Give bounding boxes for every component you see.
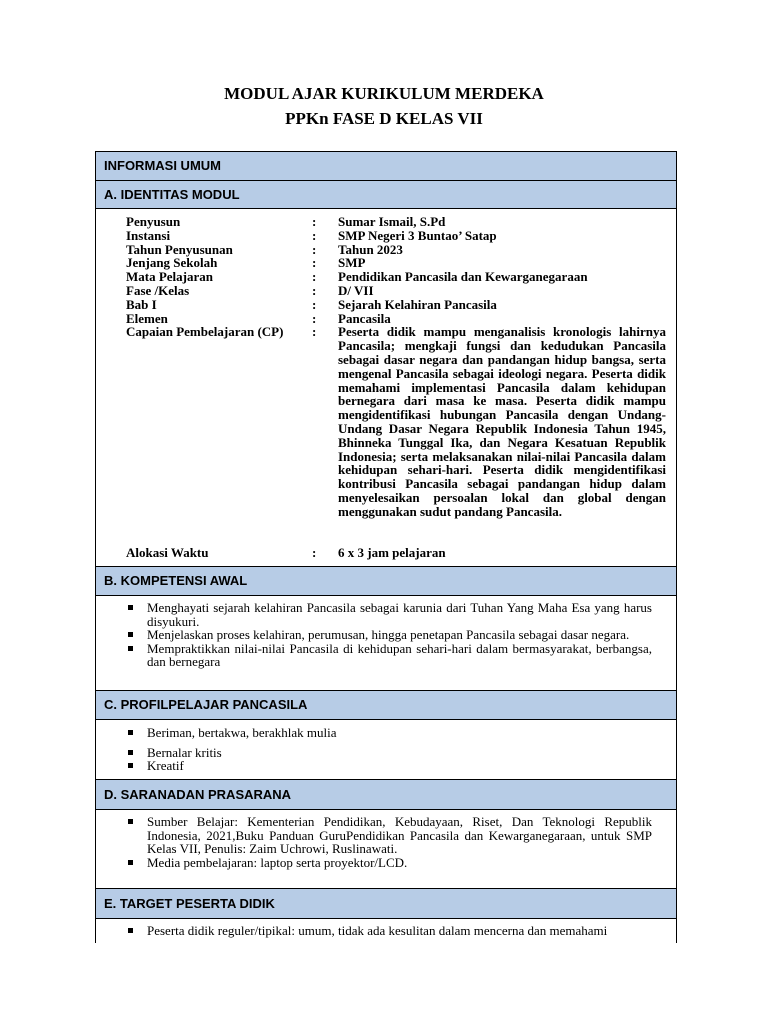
identitas-key: Instansi — [126, 227, 171, 243]
identitas-colon: : — [312, 255, 317, 271]
alokasi-colon: : — [312, 545, 317, 560]
list-item: Bernalar kritis — [124, 746, 652, 760]
identitas-value: Pendidikan Pancasila dan Kewarganegaraan — [338, 269, 588, 285]
capaian-pembelajaran-text: Peserta didik mampu menganalisis kronologis lahirnya Pancasila; mengkaji fungsi dan kedudukan Pancasila sebagai dasar negara dan pandangan hidup bangsa, serta mengenal Pancasila sebagai ideologi negara. Peserta didik memahami implementasi Pancasila dalam kehidupan bernegara dari masa ke masa. Peserta didik mampu mengidentifikasi hubungan Pancasila dengan Undang-Undang Dasar Negara Republik Indonesia Tahun 1945, Bhinneka Tunggal Ika, dan Negara Kesatuan Republik Indonesia; serta melaksanakan nilai-nilai Pancasila dalam kehidupan sehari-hari. Peserta didik mengidentifikasi kontribusi Pancasila sebagai pandangan hidup dalam menyelesaikan persoalan lokal dan global dengan menggunakan sudut pandang Pancasila. — [338, 324, 666, 519]
identitas-row-cp — [126, 325, 666, 518]
identitas-key: Capaian Pembelajaran (CP) — [126, 324, 284, 340]
list-item: Media pembelajaran: laptop serta proyektor/LCD. — [124, 856, 652, 870]
identitas-value: Pancasila — [338, 310, 391, 326]
alokasi-key: Alokasi Waktu — [126, 545, 209, 560]
document-subtitle: PPKn FASE D KELAS VII — [285, 109, 483, 128]
section-header-kompetensi-awal: B. KOMPETENSI AWAL — [96, 566, 676, 596]
identitas-colon: : — [312, 269, 317, 285]
identitas-colon: : — [312, 241, 317, 257]
alokasi-waktu-row — [126, 546, 666, 560]
identitas-key: Tahun Penyusunan — [126, 241, 233, 257]
identitas-colon: : — [312, 227, 317, 243]
section-header-target-peserta: E. TARGET PESERTA DIDIK — [96, 888, 676, 919]
identitas-row — [126, 284, 666, 298]
identitas-key: Mata Pelajaran — [126, 269, 214, 285]
identitas-row — [126, 270, 666, 284]
list-item: Beriman, bertakwa, berakhlak mulia — [124, 726, 652, 740]
target-list — [124, 924, 652, 938]
identitas-row — [126, 312, 666, 326]
section-header-identitas: A. IDENTITAS MODUL — [96, 181, 676, 209]
identitas-key: Fase /Kelas — [126, 282, 190, 298]
document-title: MODUL AJAR KURIKULUM MERDEKA — [224, 84, 544, 103]
list-item: Peserta didik reguler/tipikal: umum, tidak ada kesulitan dalam mencerna dan memahami — [124, 924, 652, 938]
identitas-row — [126, 298, 666, 312]
identitas-colon: : — [312, 324, 317, 340]
identitas-row — [126, 256, 666, 270]
module-table — [95, 151, 677, 943]
profil-list — [124, 726, 652, 773]
sarana-list — [124, 815, 652, 869]
identitas-row — [126, 215, 666, 229]
identitas-colon: : — [312, 282, 317, 298]
identitas-colon: : — [312, 310, 317, 326]
list-item: Menghayati sejarah kelahiran Pancasila sebagai karunia dari Tuhan Yang Maha Esa yang harus disyukuri. — [124, 601, 652, 628]
list-item: Sumber Belajar: Kementerian Pendidikan, Kebudayaan, Riset, Dan Teknologi Republik Indonesia, 2021,Buku Panduan GuruPendidikan Pancasila dan Kewarganegaraan, untuk SMP Kelas VII, Penulis: Zaim Uchrowi, Ruslinawati. — [124, 815, 652, 856]
kompetensi-list — [124, 601, 652, 669]
identitas-key: Elemen — [126, 310, 168, 326]
identitas-key: Penyusun — [126, 214, 181, 229]
section-header-sarana-prasarana: D. SARANADAN PRASARANA — [96, 779, 676, 810]
identitas-colon: : — [312, 296, 317, 312]
section-header-informasi-umum: INFORMASI UMUM — [96, 152, 676, 181]
identitas-value: Tahun 2023 — [338, 241, 403, 257]
identitas-value: D/ VII — [338, 282, 374, 298]
identitas-value: SMP Negeri 3 Buntao’ Satap — [338, 227, 497, 243]
list-item: Mempraktikkan nilai-nilai Pancasila di kehidupan sehari-hari dalam bermasyarakat, berbangsa, dan bernegara — [124, 642, 652, 669]
identitas-row — [126, 243, 666, 257]
identitas-colon: : — [312, 214, 317, 229]
alokasi-value: 6 x 3 jam pelajaran — [338, 545, 446, 560]
identitas-key: Jenjang Sekolah — [126, 255, 218, 271]
identitas-value: SMP — [338, 255, 366, 271]
list-item: Kreatif — [124, 759, 652, 773]
identitas-value: Sejarah Kelahiran Pancasila — [338, 296, 497, 312]
identitas-value: Sumar Ismail, S.Pd — [338, 214, 446, 229]
identitas-row — [126, 229, 666, 243]
section-header-profil-pelajar: C. PROFILPELAJAR PANCASILA — [96, 690, 676, 720]
identitas-key: Bab I — [126, 296, 157, 312]
identitas-list — [126, 215, 666, 519]
list-item: Menjelaskan proses kelahiran, perumusan, hingga penetapan Pancasila sebagai dasar negara. — [124, 628, 652, 642]
